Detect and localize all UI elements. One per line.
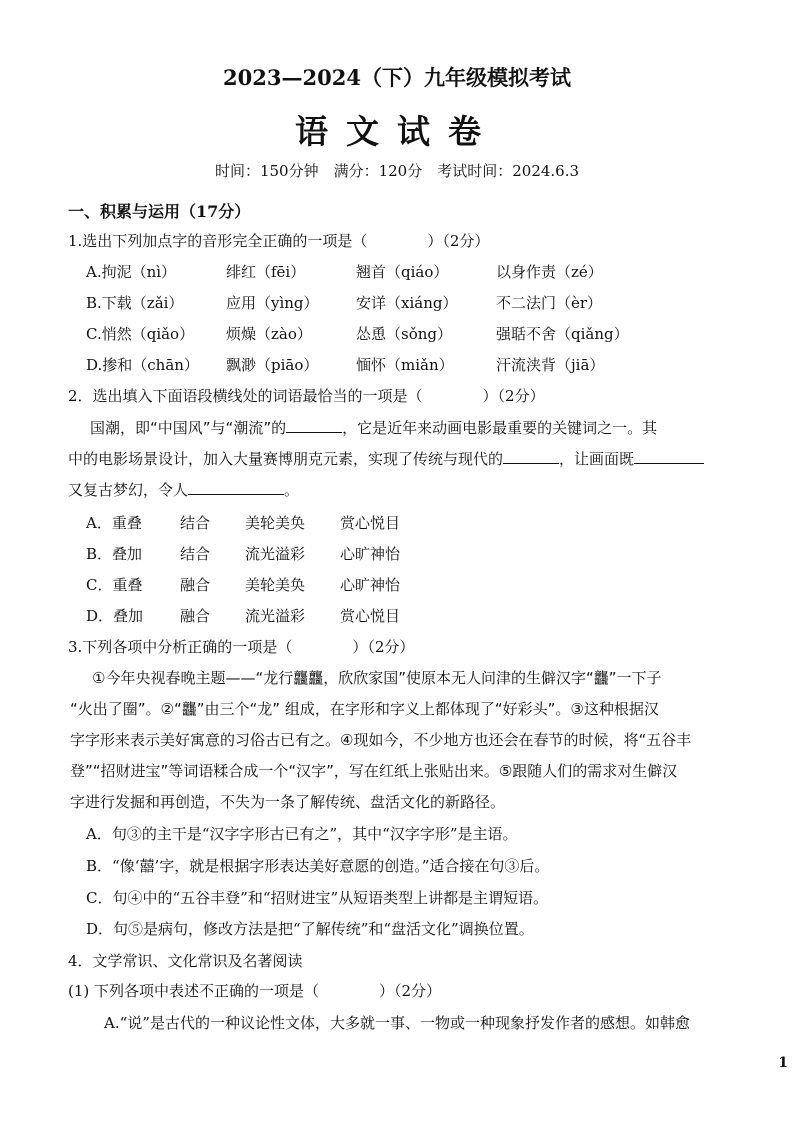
- q2-option-c-1: C．重叠: [86, 576, 143, 594]
- q2-option-a-4: 赏心悦目: [340, 514, 401, 532]
- q3-option-a: A．句③的主干是“汉字字形古已有之”，其中“汉字字形”是主语。: [86, 825, 518, 843]
- q2-option-c-4: 心旷神怡: [340, 576, 401, 594]
- fill-blank: [503, 449, 559, 464]
- q4-stem: 4．文学常识、文化常识及名著阅读: [68, 952, 303, 970]
- q1-option-c-2: 烦燥（zào）: [226, 325, 312, 343]
- q4-option-a: A.“说”是古代的一种议论性文体，大多就一事、一物或一种现象抒发作者的感想。如韩愈: [104, 1014, 690, 1032]
- q3-passage-line: ①今年央视春晚主题——“龙行龘龘，欣欣家国”使原本无人问津的生僻汉字“龘”一下子: [92, 669, 662, 687]
- q2-option-a-3: 美轮美奂: [245, 514, 306, 532]
- q1-option-b-4: 不二法门（èr）: [496, 294, 603, 312]
- q3-option-c: C．句④中的“五谷丰登”和“招财进宝”从短语类型上讲都是主谓短语。: [86, 889, 549, 907]
- q4-sub-question: (1) 下列各项中表述不正确的一项是（ ）（2分）: [68, 982, 442, 1000]
- q3-option-b: B．“像‘囍’字，就是根据字形表达美好意愿的创造。”适合接在句③后。: [86, 857, 550, 875]
- q1-option-d-1: D.掺和（chān）: [86, 356, 199, 374]
- q2-option-c-2: 融合: [180, 576, 211, 594]
- q3-option-d: D．句⑤是病句，修改方法是把“了解传统”和“盘活文化”调换位置。: [86, 920, 534, 938]
- q2-option-d-3: 流光溢彩: [245, 607, 306, 625]
- q2-stem: 2．选出填入下面语段横线处的词语最恰当的一项是（ ）（2分）: [68, 387, 545, 405]
- q1-option-a-1: A.拘泥（nì）: [86, 263, 177, 281]
- subject-title: 语文试卷: [295, 112, 499, 151]
- q1-option-c-3: 怂恿（sǒng）: [356, 325, 452, 343]
- q2-text: 中的电影场景设计，加入大量赛博朋克元素，实现了传统与现代的: [68, 450, 504, 468]
- q2-text: 国潮，即“中国风”与“潮流”的: [90, 419, 287, 437]
- q2-text: ，它是近年来动画电影最重要的关键词之一。其: [342, 419, 658, 437]
- q2-text: 又复古梦幻，令人: [68, 481, 189, 499]
- q1-option-b-2: 应用（yìng）: [226, 294, 319, 312]
- exam-meta: 时间：150分钟 满分：120分 考试时间：2024.6.3: [214, 162, 580, 180]
- fill-blank: [286, 418, 342, 433]
- q3-passage-line: 登”“招财进宝”等词语糅合成一个“汉字”，写在红纸上张贴出来。⑤跟随人们的需求对生僻汉: [70, 762, 678, 780]
- q2-option-a-2: 结合: [180, 514, 211, 532]
- fill-blank: [188, 480, 284, 495]
- exam-title: 2023—2024（下）九年级模拟考试: [223, 65, 571, 90]
- q2-text: ，让画面既: [559, 450, 635, 468]
- q2-option-b-4: 心旷神怡: [340, 545, 401, 563]
- q1-option-a-4: 以身作责（zé）: [496, 263, 603, 281]
- q1-option-d-2: 飘渺（piāo）: [226, 356, 319, 374]
- q2-option-d-4: 赏心悦目: [340, 607, 401, 625]
- q1-option-b-3: 安详（xiáng）: [356, 294, 458, 312]
- q2-option-a-1: A．重叠: [86, 514, 142, 532]
- q2-passage-line-3: [68, 479, 299, 500]
- fill-blank: [634, 449, 704, 464]
- q2-option-b-1: B．叠加: [86, 545, 143, 563]
- q2-text: 。: [284, 481, 300, 499]
- section-heading: 一、积累与运用（17分）: [68, 202, 251, 221]
- q1-option-c-4: 强聒不舍（qiǎng）: [496, 325, 629, 343]
- q3-passage-line: 字字形来表示美好寓意的习俗古已有之。④现如今，不少地方也还会在春节的时候，将“五谷丰: [70, 731, 692, 749]
- q1-option-d-3: 愐怀（miǎn）: [356, 356, 454, 374]
- q2-option-d-1: D．叠加: [86, 607, 144, 625]
- q2-option-c-3: 美轮美奂: [245, 576, 306, 594]
- q2-option-b-2: 结合: [180, 545, 211, 563]
- q1-option-a-3: 翘首（qiáo）: [356, 263, 449, 281]
- q1-option-b-1: B.下载（zǎi）: [86, 294, 184, 312]
- q3-passage-line: 字进行发掘和再创造，不失为一条了解传统、盘活文化的新路径。: [70, 793, 506, 811]
- q2-passage-line-2: [68, 448, 704, 469]
- q1-option-d-4: 汗流浃背（jiā）: [496, 356, 605, 374]
- q2-option-d-2: 融合: [180, 607, 211, 625]
- q3-stem: 3.下列各项中分析正确的一项是（ ）（2分）: [68, 638, 415, 656]
- q1-option-a-2: 绯红（fēi）: [226, 263, 306, 281]
- q2-passage-line-1: [90, 417, 657, 438]
- q2-option-b-3: 流光溢彩: [245, 545, 306, 563]
- q3-passage-line: “火出了圈”。②“龘”由三个“龙” 组成，在字形和字义上都体现了“好彩头”。③这种根据汉: [70, 700, 659, 718]
- page-number: 1: [778, 1055, 788, 1071]
- q1-option-c-1: C.悄然（qiǎo）: [86, 325, 195, 343]
- q1-stem: 1.选出下列加点字的音形完全正确的一项是（ ）（2分）: [68, 232, 490, 250]
